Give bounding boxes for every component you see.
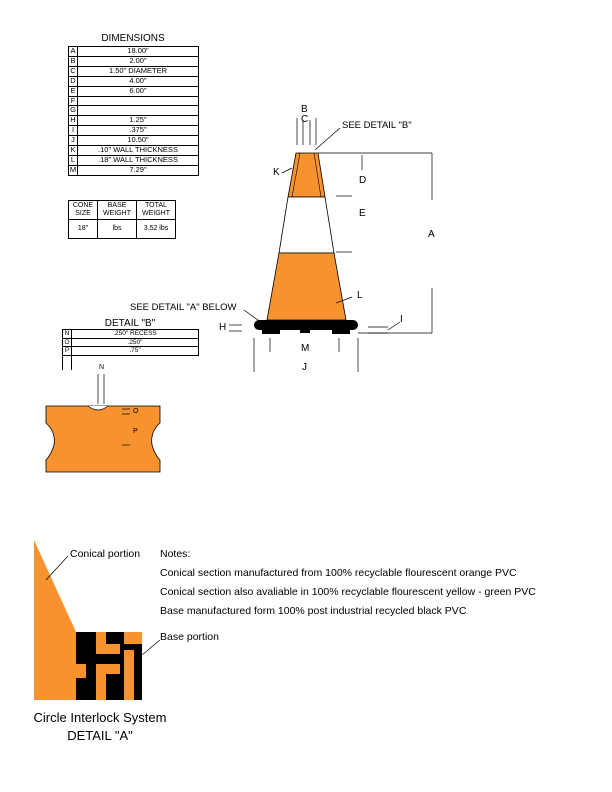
detail-b-shape: [46, 406, 160, 472]
note-line-3: Base manufactured form 100% post industrial recycled black PVC: [160, 605, 467, 617]
label-b: B: [301, 104, 308, 115]
dimension-value: 2.00": [78, 56, 199, 66]
cone-base-center: [300, 328, 310, 333]
dimension-key: M: [69, 164, 77, 174]
dimension-key: I: [69, 126, 78, 136]
label-c: C: [301, 114, 309, 125]
header-base-weight: BASE WEIGHT: [98, 201, 137, 220]
dimension-value: 18.00": [78, 47, 199, 57]
dimension-key: A: [70, 46, 76, 55]
cone-white-band: [279, 197, 334, 253]
dimensions-title: DIMENSIONS: [101, 33, 165, 44]
dimension-key: B: [70, 55, 76, 65]
label-h: H: [219, 322, 227, 333]
label-d: D: [359, 175, 367, 186]
label-m: M: [301, 343, 310, 354]
dimension-key: D: [70, 75, 76, 85]
see-detail-b-label: SEE DETAIL "B": [342, 120, 412, 131]
detail-b-key: N: [63, 330, 72, 339]
cone-bottom-orange: [267, 253, 346, 320]
cone-top-orange: [288, 153, 325, 197]
header-total-weight: TOTAL WEIGHT: [137, 201, 176, 220]
cell-total-weight: 3.52 lbs: [137, 220, 176, 239]
dimension-value: 4.00": [78, 76, 199, 86]
detail-b-drawing: [46, 374, 160, 472]
cell-cone-size: 18": [69, 220, 98, 239]
dimension-key: F: [69, 96, 78, 106]
label-o: O: [133, 408, 139, 415]
detail-a-caption-2: DETAIL "A": [67, 728, 133, 743]
detail-b-key: P: [63, 347, 72, 356]
cone-drawing: [254, 153, 358, 334]
dimension-key: E: [70, 85, 76, 95]
detail-a-caption-1: Circle Interlock System: [33, 710, 167, 725]
label-k: K: [273, 167, 280, 178]
cone-base-foot-right: [332, 328, 350, 334]
conical-portion-label: Conical portion: [70, 548, 141, 560]
dimension-key: G: [70, 105, 76, 115]
detail-a-conical: [34, 540, 76, 700]
dimension-value: .375": [78, 126, 199, 136]
dimension-key: J: [69, 136, 78, 146]
dimension-key: L: [69, 155, 78, 165]
dimension-value: 1.25": [78, 116, 199, 126]
note-line-1: Conical section manufactured from 100% recyclable flourescent orange PVC: [160, 567, 517, 579]
label-l: L: [357, 290, 363, 301]
base-portion-label: Base portion: [160, 631, 219, 643]
label-p: P: [133, 428, 138, 435]
detail-b-value: .250": [72, 338, 199, 347]
see-detail-a-label: SEE DETAIL "A" BELOW: [130, 302, 237, 313]
note-line-2: Conical section also avaliable in 100% recyclable flourescent yellow - green PVC: [160, 586, 536, 598]
dimension-value: 6.00": [78, 86, 199, 96]
dimension-value: 7.29": [78, 165, 199, 175]
dimension-value: .10" WALL THICKNESS: [78, 146, 199, 156]
label-a: A: [428, 229, 435, 240]
detail-b-value: .250" RECESS: [72, 330, 199, 339]
label-j: J: [302, 362, 307, 373]
detail-b-title: DETAIL "B": [104, 318, 156, 329]
notes-title: Notes:: [160, 548, 191, 560]
cell-base-weight: lbs: [98, 220, 137, 239]
dimension-value: 1.50" DIAMETER: [78, 66, 199, 76]
cone-base-foot-left: [262, 328, 280, 334]
detail-a-drawing: [34, 540, 160, 700]
label-i: I: [400, 314, 403, 325]
dimension-value: .18" WALL THICKNESS: [78, 155, 199, 165]
detail-b-key: O: [64, 338, 70, 346]
header-cone-size: CONE SIZE: [69, 201, 98, 220]
label-e: E: [359, 208, 366, 219]
dimension-value: 10.50": [78, 136, 199, 146]
detail-b-value: .75": [72, 347, 199, 356]
dimension-key: C: [70, 65, 76, 75]
dimension-key: K: [70, 145, 76, 155]
dimension-key: H: [70, 115, 76, 125]
label-n: N: [99, 364, 105, 371]
